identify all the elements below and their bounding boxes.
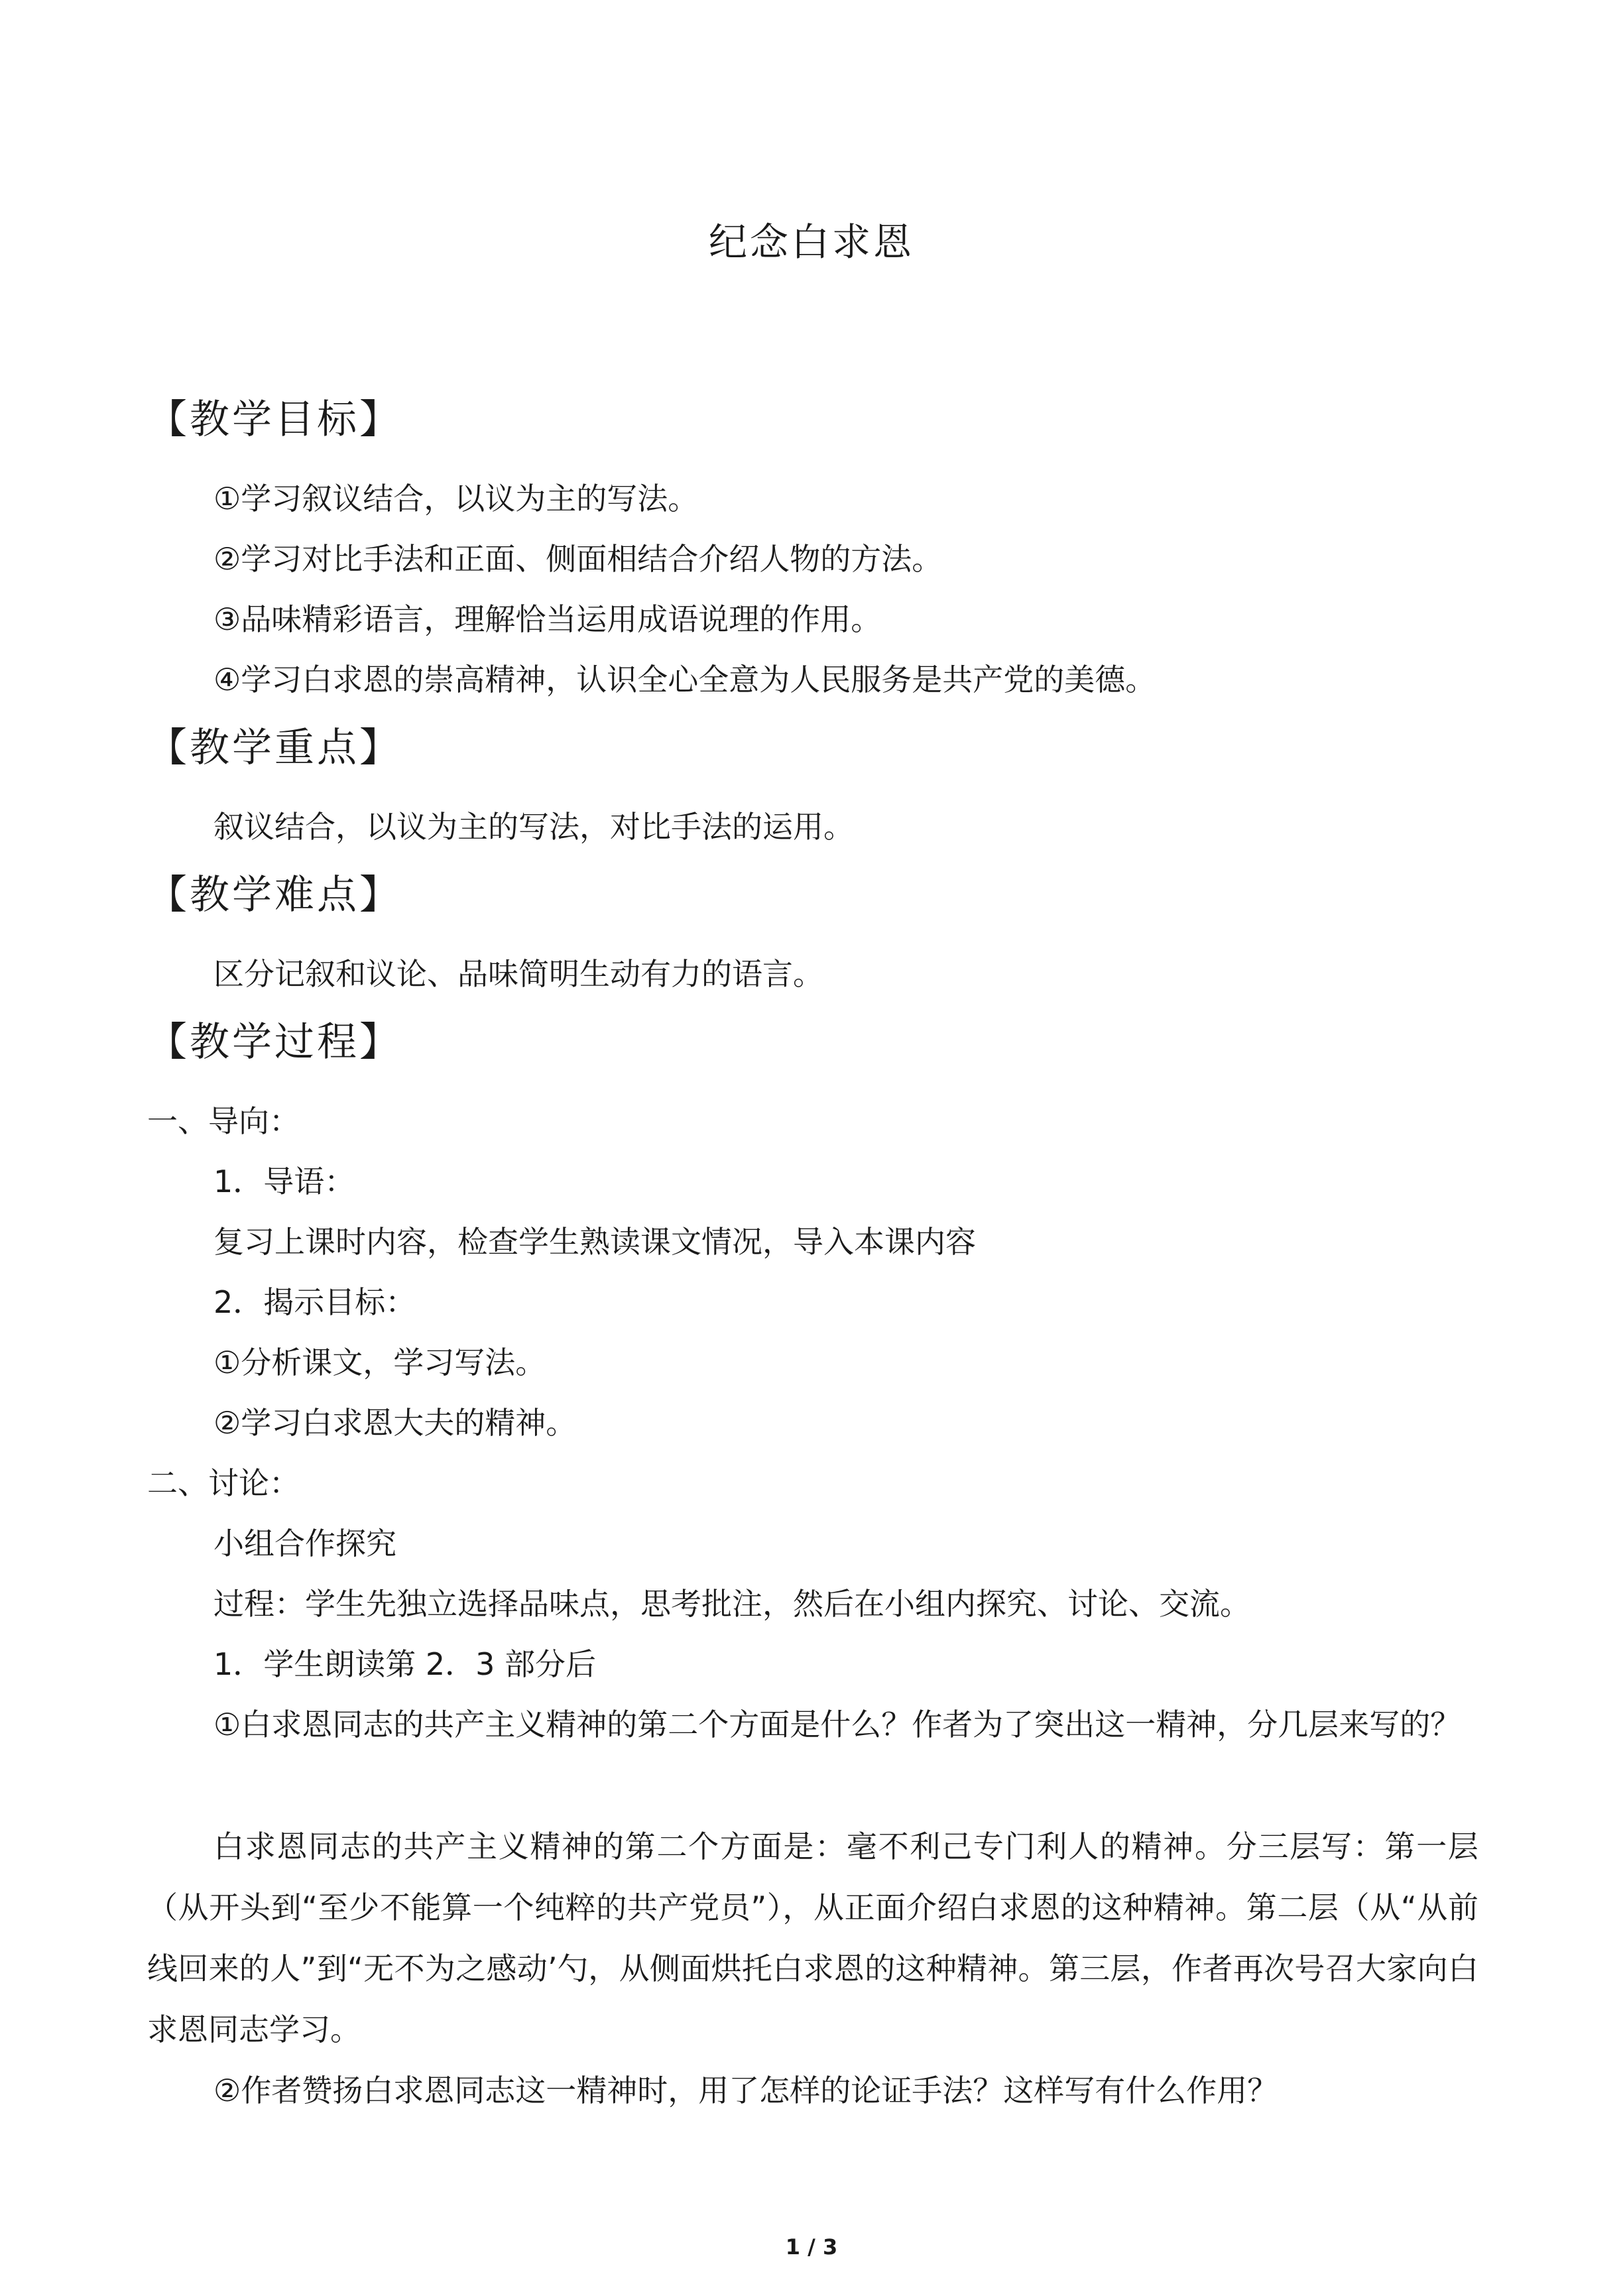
part1-step2: 2．揭示目标： (213, 1284, 416, 1320)
heading-process: 【教学过程】 (147, 1019, 402, 1065)
objective-item-3: ③品味精彩语言，理解恰当运用成语说理的作用。 (213, 601, 882, 637)
part2-step1: 1．学生朗读第 2．3 部分后 (213, 1646, 597, 1682)
part1-step1: 1．导语： (213, 1164, 355, 1199)
part2-line1: 小组合作探究 (213, 1526, 396, 1561)
objective-item-1: ①学习叙议结合，以议为主的写法。 (213, 481, 699, 516)
part1-title: 一、导向： (147, 1103, 300, 1139)
part1-goal2: ②学习白求恩大夫的精神。 (213, 1405, 577, 1441)
objective-item-4: ④学习白求恩的崇高精神，认识全心全意为人民服务是共产党的美德。 (213, 662, 1156, 697)
page-number: 1 / 3 (785, 2234, 838, 2260)
key-points-text: 叙议结合，以议为主的写法，对比手法的运用。 (213, 809, 854, 845)
question-1: ①白求恩同志的共产主义精神的第二个方面是什么？作者为了突出这一精神，分几层来写的？ (213, 1707, 1461, 1742)
heading-key-points: 【教学重点】 (147, 725, 402, 771)
part1-step1-text: 复习上课时内容，检查学生熟读课文情况，导入本课内容 (213, 1224, 976, 1260)
part1-goal1: ①分析课文，学习写法。 (213, 1345, 546, 1380)
part2-title: 二、讨论： (147, 1465, 300, 1501)
part2-line2: 过程：学生先独立选择品味点，思考批注，然后在小组内探究、讨论、交流。 (213, 1586, 1250, 1622)
heading-objectives: 【教学目标】 (147, 396, 402, 443)
heading-difficulties: 【教学难点】 (147, 872, 402, 918)
question-2: ②作者赞扬白求恩同志这一精神时，用了怎样的论证手法？这样写有什么作用？ (213, 2073, 1278, 2108)
difficulties-text: 区分记叙和议论、品味简明生动有力的语言。 (213, 956, 823, 992)
objective-item-2: ②学习对比手法和正面、侧面相结合介绍人物的方法。 (213, 541, 943, 577)
document-title: 纪念白求恩 (708, 219, 914, 265)
answer-1: 白求恩同志的共产主义精神的第二个方面是：毫不利己专门利人的精神。分三层写：第一层（从开头到“至少不能算一个纯粹的共产党员”），从正面介绍白求恩的这种精神。第二层（从“从前线回来的人”到“无不为之感动’勺，从侧面烘托白求恩的这种精神。第三层，作者再次号召大家向白求恩同志学习。 (147, 1829, 1478, 2047)
